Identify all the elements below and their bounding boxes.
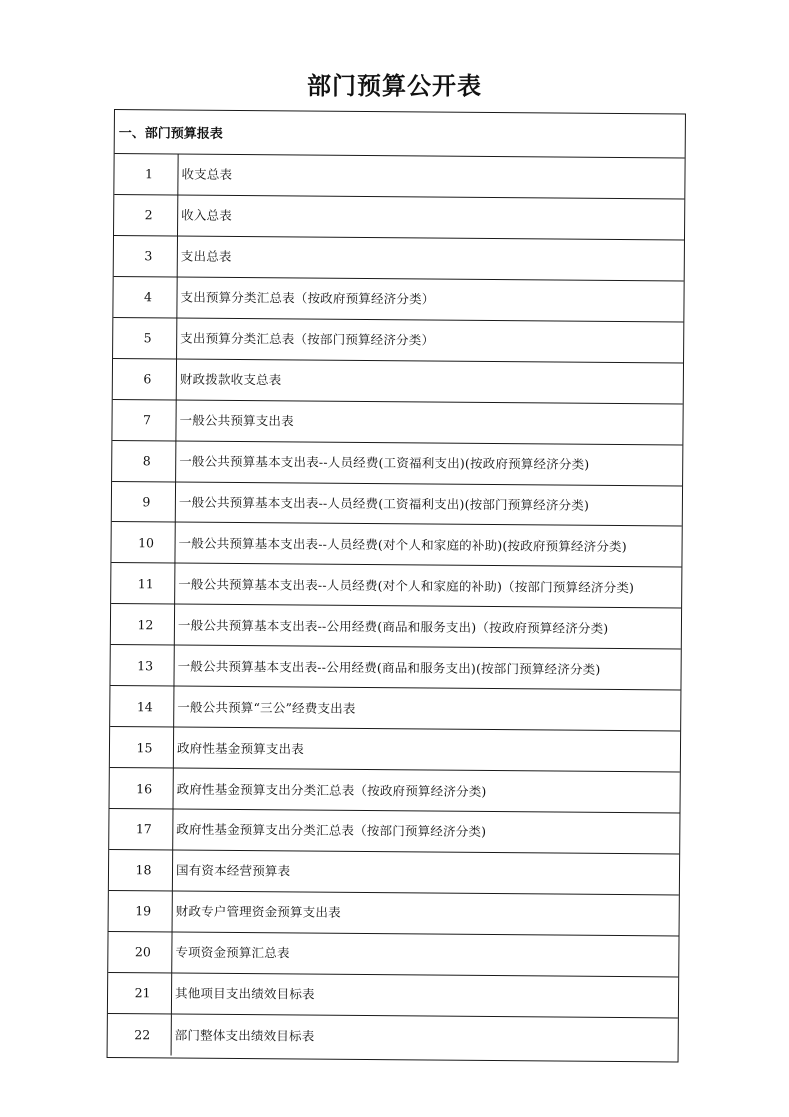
row-report-name: 政府性基金预算支出分类汇总表（按政府预算经济分类) xyxy=(176,781,487,799)
row-number: 6 xyxy=(113,359,177,399)
row-report-name: 支出预算分类汇总表（按政府预算经济分类） xyxy=(180,289,435,307)
table-row xyxy=(111,522,681,567)
row-report-name: 支出总表 xyxy=(180,248,232,265)
row-report-name: 一般公共预算支出表 xyxy=(179,412,294,429)
table-row xyxy=(110,645,680,690)
row-number: 3 xyxy=(114,236,178,276)
row-report-name: 部门整体支出绩效目标表 xyxy=(174,1027,315,1044)
row-report-name: 一般公共预算基本支出表--公用经费(商品和服务支出)(按部门预算经济分类) xyxy=(177,658,601,677)
table-row xyxy=(108,973,678,1018)
row-number: 19 xyxy=(109,891,173,931)
row-report-name: 政府性基金预算支出表 xyxy=(176,740,305,757)
row-number: 22 xyxy=(108,1014,172,1055)
table-row xyxy=(108,1014,678,1059)
table-row xyxy=(114,154,684,199)
row-number: 18 xyxy=(109,850,173,890)
table-row xyxy=(114,236,684,281)
row-report-name: 其他项目支出绩效目标表 xyxy=(174,985,315,1002)
row-report-name: 国有资本经营预算表 xyxy=(175,862,291,879)
table-row xyxy=(110,768,680,813)
row-report-name: 财政拨款收支总表 xyxy=(179,371,282,388)
row-number: 8 xyxy=(112,441,176,481)
row-number: 11 xyxy=(111,563,175,603)
row-report-name: 一般公共预算基本支出表--公用经费(商品和服务支出)（按政府预算经济分类) xyxy=(177,617,609,636)
row-report-name: 一般公共预算基本支出表--人员经费(工资福利支出)(按政府预算经济分类) xyxy=(179,453,590,472)
row-number: 10 xyxy=(111,522,175,562)
table-row xyxy=(112,481,682,526)
table-row xyxy=(109,891,679,936)
budget-table xyxy=(107,109,686,1062)
table-row xyxy=(112,441,682,486)
table-row xyxy=(109,809,679,854)
row-report-name: 专项资金预算汇总表 xyxy=(175,944,290,961)
row-report-name: 支出预算分类汇总表（按部门预算经济分类） xyxy=(180,330,435,348)
row-report-name: 一般公共预算基本支出表--人员经费(对个人和家庭的补助)(按政府预算经济分类) xyxy=(178,535,627,554)
row-report-name: 财政专户管理资金预算支出表 xyxy=(175,903,341,921)
row-number: 9 xyxy=(112,481,176,521)
table-row xyxy=(109,850,679,895)
table-row xyxy=(110,727,680,772)
row-number: 15 xyxy=(110,727,174,767)
row-number: 21 xyxy=(108,973,172,1013)
row-report-name: 收入总表 xyxy=(181,207,233,224)
table-row xyxy=(112,400,682,445)
row-report-name: 一般公共预算“三公”经费支出表 xyxy=(177,699,356,716)
table-row xyxy=(113,318,683,363)
row-number: 17 xyxy=(109,809,173,849)
row-report-name: 一般公共预算基本支出表--人员经费(工资福利支出)(按部门预算经济分类) xyxy=(178,494,590,513)
row-number: 13 xyxy=(110,645,174,685)
row-number: 12 xyxy=(111,604,175,644)
table-row xyxy=(111,563,681,608)
row-report-name: 一般公共预算基本支出表--人员经费(对个人和家庭的补助)（按部门预算经济分类) xyxy=(178,576,635,595)
table-row xyxy=(111,604,681,649)
row-number: 1 xyxy=(114,154,178,194)
row-number: 20 xyxy=(108,932,172,972)
row-number: 2 xyxy=(114,195,178,235)
table-body xyxy=(108,154,685,1059)
page-title: 部门预算公开表 xyxy=(307,72,482,100)
table-row xyxy=(113,277,683,322)
row-report-name: 政府性基金预算支出分类汇总表（按部门预算经济分类) xyxy=(176,821,487,840)
table-row xyxy=(108,932,678,977)
table-row xyxy=(114,195,684,240)
table-row xyxy=(110,686,680,731)
section-heading: 一、部门预算报表 xyxy=(115,110,685,158)
row-number: 4 xyxy=(113,277,177,317)
row-number: 7 xyxy=(112,400,176,440)
row-number: 16 xyxy=(110,768,174,808)
table-row xyxy=(113,359,683,404)
row-report-name: 收支总表 xyxy=(181,167,233,183)
row-number: 14 xyxy=(110,686,174,726)
row-number: 5 xyxy=(113,318,177,358)
